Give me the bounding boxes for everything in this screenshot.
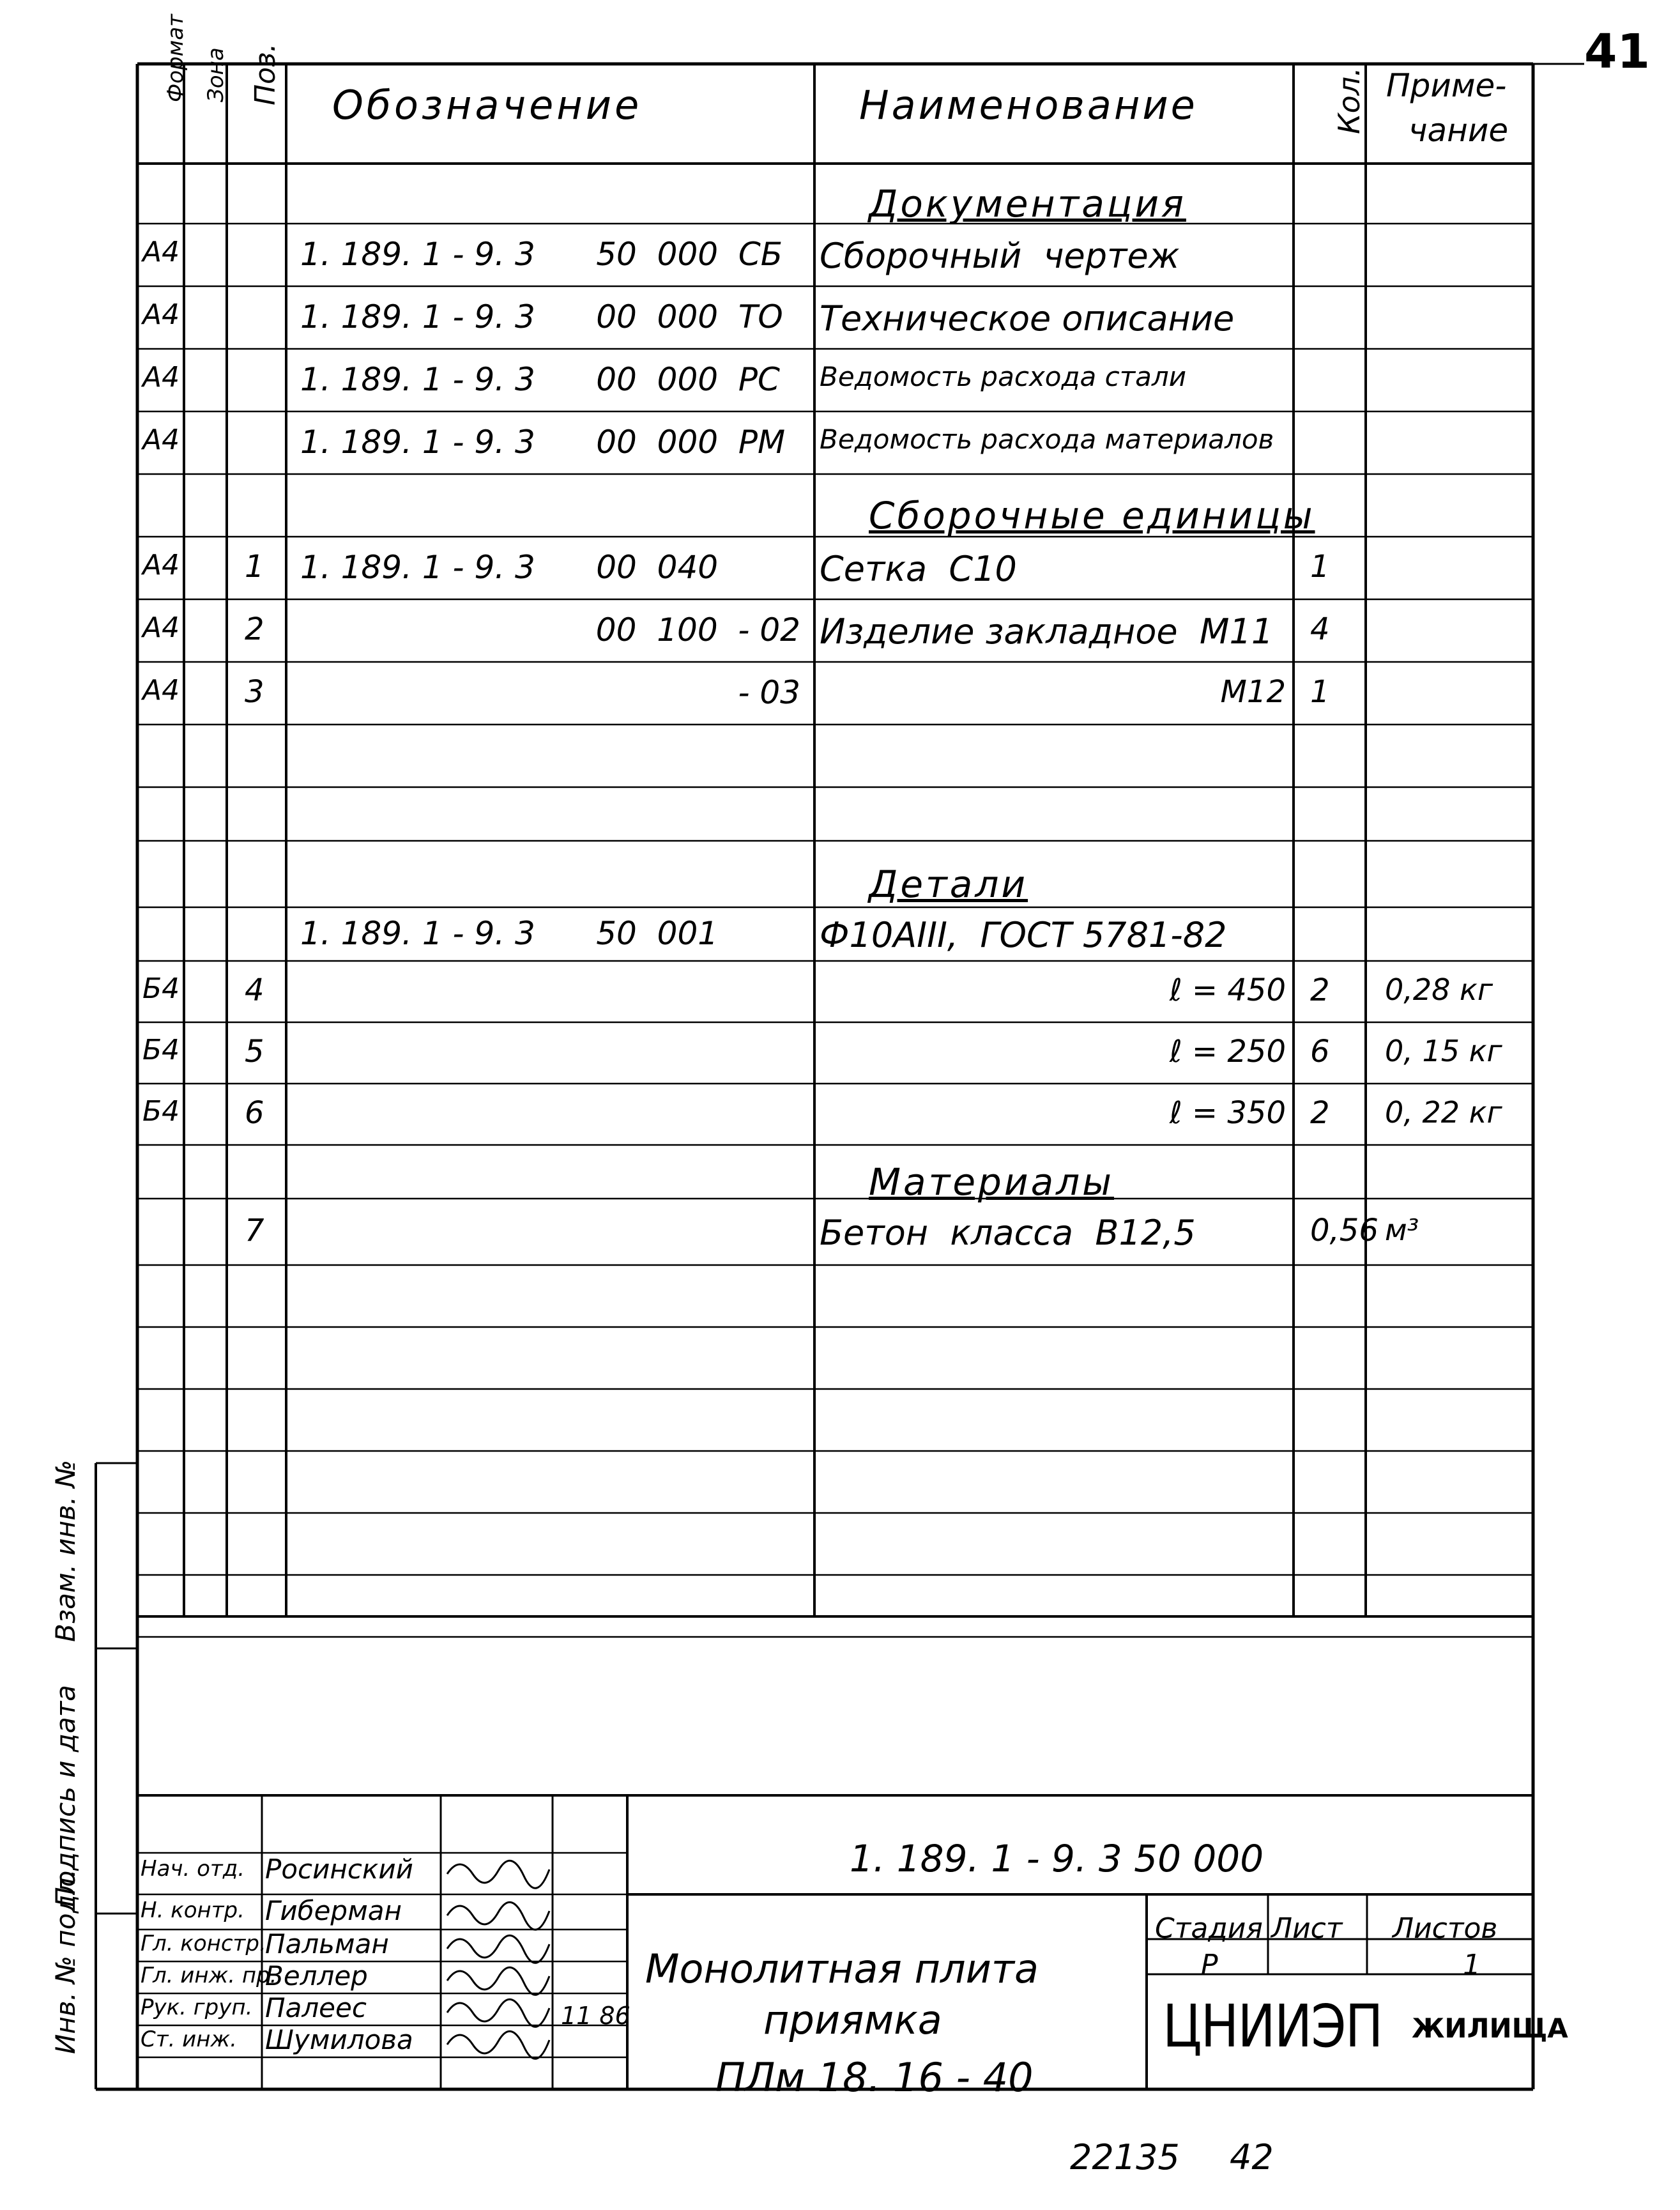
row-designation: 1. 189. 1 - 9. 3 50 000 СБ — [300, 236, 783, 273]
row-name: Техническое описание — [820, 298, 1235, 339]
row-pos: 3 — [245, 674, 264, 710]
row-name: Ф10АIII, ГОСТ 5781-82 — [820, 915, 1227, 955]
org-name: ЦНИИЭП — [1163, 1992, 1382, 2060]
row-note: 0, 15 кг — [1385, 1034, 1502, 1068]
signer-role: Гл. констр. — [141, 1931, 266, 1956]
signature — [447, 1967, 549, 1995]
sheet-number: 41 — [1584, 24, 1650, 79]
row-qty: 2 — [1310, 1095, 1330, 1131]
row-qty: 2 — [1310, 972, 1330, 1008]
section-heading: Материалы — [869, 1160, 1114, 1204]
row-name: М12 — [1220, 674, 1286, 710]
row-name: Сетка С10 — [820, 549, 1017, 589]
signer-role: Рук. груп. — [141, 1995, 253, 2020]
header-designation: Обозначение — [332, 82, 643, 128]
section-heading: Документация — [869, 182, 1186, 226]
signature — [447, 2031, 549, 2059]
row-format: А4 — [142, 361, 180, 394]
header-zone: Зона — [203, 47, 229, 102]
row-name: Ведомость расхода стали — [820, 361, 1187, 392]
signature — [447, 1861, 549, 1888]
row-name: ℓ = 450 — [1169, 972, 1286, 1008]
org-suffix: ЖИЛИЩА — [1412, 2013, 1568, 2044]
row-note: 0, 22 кг — [1385, 1095, 1502, 1130]
row-name: Сборочный чертеж — [820, 236, 1180, 276]
stage-label: Стадия — [1155, 1912, 1263, 1945]
sheets-label: Листов — [1393, 1912, 1498, 1945]
row-designation: 00 100 - 02 — [595, 611, 800, 648]
row-designation: 1. 189. 1 - 9. 3 00 000 РМ — [300, 424, 786, 461]
row-designation: 1. 189. 1 - 9. 3 00 000 РС — [300, 361, 780, 398]
header-pos: Поз. — [249, 43, 282, 105]
signer-name: Веллер — [265, 1960, 368, 1991]
signature — [447, 1999, 549, 2027]
signer-name: Гиберман — [265, 1895, 402, 1926]
date-signed: 11 86 — [561, 2002, 630, 2030]
row-name: Бетон класса В12,5 — [820, 1213, 1196, 1253]
row-format: Б4 — [142, 1034, 180, 1066]
stamp-inv-podl: Инв. № подл. — [50, 1869, 81, 2054]
title-line-1: Монолитная плита — [645, 1945, 1039, 1992]
row-designation: 1. 189. 1 - 9. 3 50 001 — [300, 915, 719, 952]
title-line-3: ПЛм 18. 16 - 40 — [715, 2054, 1034, 2101]
signer-name: Пальман — [265, 1928, 389, 1960]
row-format: Б4 — [142, 1095, 180, 1128]
row-qty: 0,56 — [1310, 1213, 1378, 1248]
header-name: Наименование — [859, 82, 1198, 128]
header-qty: Кол. — [1332, 67, 1366, 134]
row-designation: - 03 — [738, 674, 800, 711]
row-pos: 7 — [245, 1213, 264, 1248]
footer-code: 22135 — [1070, 2137, 1180, 2177]
row-format: А4 — [142, 611, 180, 644]
header-note-1: Приме- — [1386, 67, 1507, 104]
row-pos: 1 — [245, 549, 264, 585]
signer-role: Нач. отд. — [141, 1856, 245, 1882]
row-note: 0,28 кг — [1385, 972, 1493, 1007]
signer-name: Палеес — [265, 1992, 367, 2023]
row-designation: 1. 189. 1 - 9. 3 00 040 — [300, 549, 719, 586]
row-designation: 1. 189. 1 - 9. 3 00 000 ТО — [300, 298, 783, 335]
signature — [447, 1935, 549, 1963]
doc-code: 1. 189. 1 - 9. 3 50 000 — [850, 1837, 1264, 1880]
row-format: А4 — [142, 549, 180, 581]
row-format: А4 — [142, 674, 180, 707]
header-format: Формат — [163, 14, 188, 102]
title-line-2: приямка — [763, 1997, 942, 2043]
row-name: Ведомость расхода материалов — [820, 424, 1274, 455]
row-format: А4 — [142, 424, 180, 456]
row-pos: 2 — [245, 611, 264, 647]
footer-sheet: 42 — [1230, 2137, 1274, 2177]
signer-role: Н. контр. — [141, 1898, 245, 1923]
row-qty: 6 — [1310, 1034, 1330, 1070]
row-pos: 5 — [245, 1034, 264, 1070]
row-format: А4 — [142, 298, 180, 331]
row-name: ℓ = 250 — [1169, 1034, 1286, 1070]
row-name: Изделие закладное М11 — [820, 611, 1274, 652]
row-qty: 1 — [1310, 549, 1330, 585]
section-heading: Детали — [869, 863, 1028, 906]
row-format: А4 — [142, 236, 180, 268]
row-qty: 1 — [1310, 674, 1330, 710]
signer-role: Ст. инж. — [141, 2027, 237, 2052]
signer-role: Гл. инж. пр. — [141, 1963, 277, 1988]
stamp-vzam-inv: Взам. инв. № — [50, 1459, 81, 1642]
row-name: ℓ = 350 — [1169, 1095, 1286, 1131]
signer-name: Шумилова — [265, 2024, 413, 2055]
signature — [447, 1902, 549, 1930]
header-note-2: чание — [1409, 112, 1509, 149]
signer-name: Росинский — [265, 1853, 413, 1885]
stage-value: Р — [1201, 1949, 1218, 1981]
sheet-label: Лист — [1271, 1912, 1343, 1945]
row-note: м³ — [1385, 1213, 1419, 1247]
row-qty: 4 — [1310, 611, 1330, 647]
row-format: Б4 — [142, 972, 180, 1005]
section-heading: Сборочные единицы — [869, 494, 1315, 537]
row-pos: 6 — [245, 1095, 264, 1131]
row-pos: 4 — [245, 972, 264, 1008]
stamp-podpis-data: Подпись и дата — [50, 1685, 81, 1907]
sheets-value: 1 — [1463, 1949, 1481, 1981]
